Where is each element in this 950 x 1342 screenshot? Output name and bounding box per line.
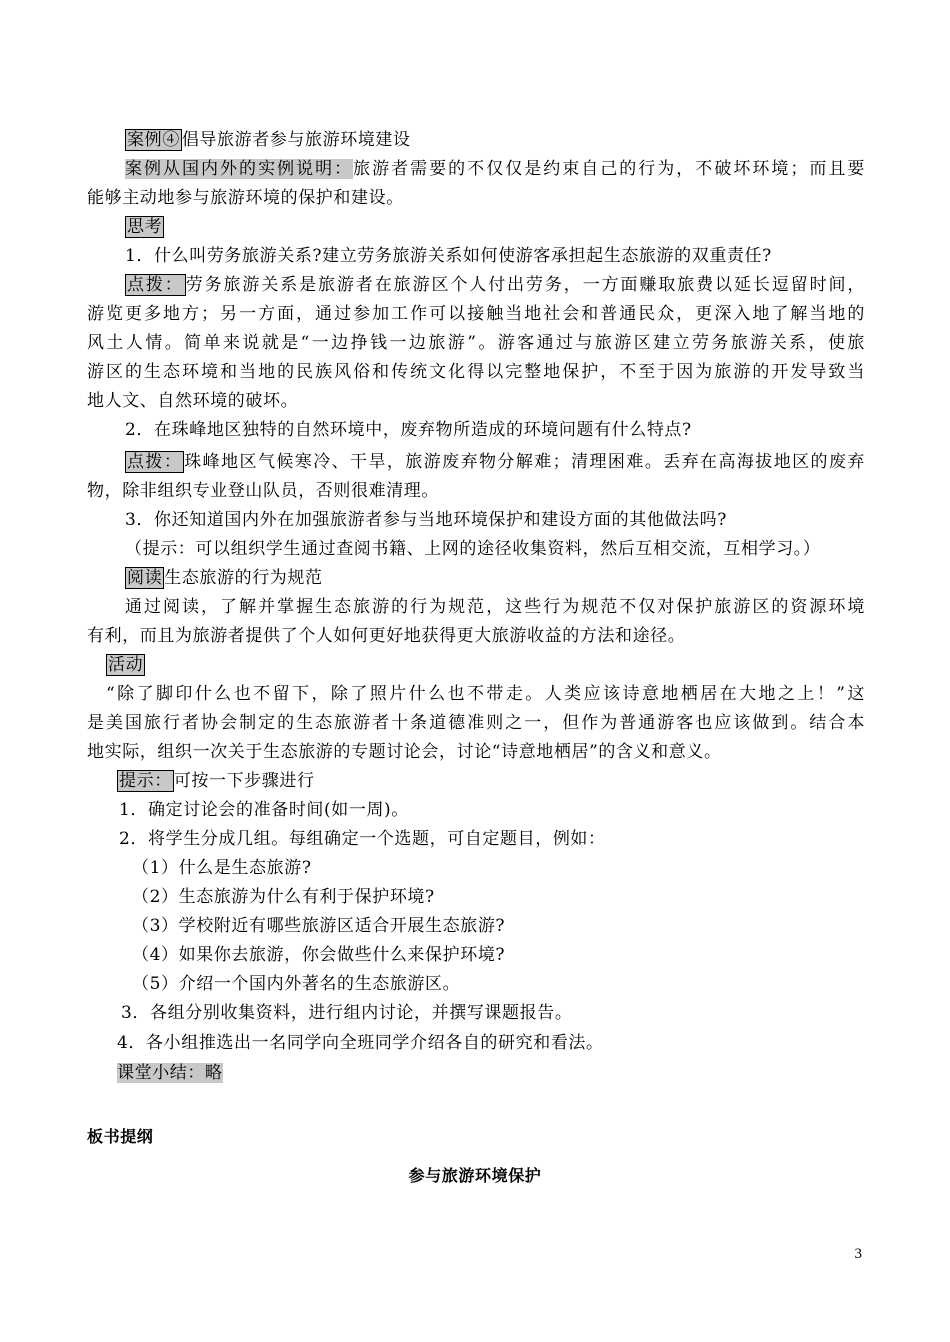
answer-1-line-3: 风土人情。简单来说就是“一边挣钱一边旅游”。游客通过与旅游区建立劳务旅游关系，使旅: [87, 333, 865, 353]
step-subitem: （1）什么是生态旅游?: [132, 858, 312, 878]
activity-body-3: 地实际，组织一次关于生态旅游的专题讨论会，讨论“诗意地栖居”的含义和意义。: [87, 742, 722, 762]
answer-1-text-1: 劳务旅游关系是旅游者在旅游区个人付出劳务，一方面赚取旅费以延长逗留时间，: [185, 275, 865, 295]
question-2: 2．在珠峰地区独特的自然环境中，废弃物所造成的环境问题有什么特点?: [125, 420, 692, 440]
answer-2-text-1: 珠峰地区气候寒冷、干旱，旅游废弃物分解难；清理困难。丢弃在高海拔地区的废弃: [184, 452, 865, 472]
reading-line: [125, 565, 323, 591]
step-subitem: （3）学校附近有哪些旅游区适合开展生态旅游?: [132, 916, 506, 936]
reading-body-2: 有利，而且为旅游者提供了个人如何更好地获得更大旅游收益的方法和途径。: [87, 626, 686, 646]
step-subitem: （5）介绍一个国内外著名的生态旅游区。: [132, 974, 461, 994]
answer-1-line-5: 地人文、自然环境的破坏。: [87, 391, 299, 411]
think-line: [125, 214, 164, 240]
board-outline-title: 参与旅游环境保护: [408, 1166, 542, 1185]
case-note-label: 案例从国内外的实例说明：: [125, 159, 354, 179]
step-item: 1．确定讨论会的准备时间(如一周)。: [119, 800, 409, 820]
question-3-hint: （提示：可以组织学生通过查阅书籍、上网的途径收集资料，然后互相交流，互相学习。）: [125, 539, 821, 559]
answer-2-line-2: 物，除非组织专业登山队员，否则很难清理。: [87, 481, 439, 501]
tip-text: 可按一下步骤进行: [173, 771, 315, 791]
case-note-text: 旅游者需要的不仅仅是约束自己的行为，不破坏环境；而且要: [353, 159, 865, 179]
activity-body-1: “除了脚印什么也不留下，除了照片什么也不带走。人类应该诗意地栖居在大地之上！”这: [106, 684, 865, 704]
class-summary-line: [117, 1060, 223, 1086]
page-number: 3: [854, 1246, 862, 1262]
think-label: 思考: [127, 217, 163, 237]
step-subitem: （2）生态旅游为什么有利于保护环境?: [132, 887, 435, 907]
answer-2-line-1: [125, 449, 865, 475]
tip-line: [117, 768, 315, 794]
step-subitem: （4）如果你去旅游，你会做些什么来保护环境?: [132, 945, 506, 965]
case4-label: 案例④: [127, 130, 180, 150]
step-item: 4．各小组推选出一名同学向全班同学介绍各自的研究和看法。: [117, 1033, 604, 1053]
case-note-line: [125, 156, 865, 182]
tip-label: 提示：: [119, 771, 172, 791]
answer-1-line-1: [125, 272, 865, 298]
activity-label: 活动: [108, 655, 144, 675]
case-note-continuation: 能够主动地参与旅游环境的保护和建设。: [87, 188, 404, 208]
answer-1-line-4: 游区的生态环境和当地的民族风俗和传统文化得以完整地保护，不至于因为旅游的开发导致当: [87, 362, 865, 382]
activity-line: [106, 652, 145, 678]
answer-2-label: 点拨：: [127, 452, 183, 472]
activity-body-2: 是美国旅行者协会制定的生态旅游者十条道德准则之一，但作为普通游客也应该做到。结合本: [87, 713, 865, 733]
question-3: 3．你还知道国内外在加强旅游者参与当地环境保护和建设方面的其他做法吗?: [125, 510, 727, 530]
step-item: 3．各组分别收集资料，进行组内讨论，并撰写课题报告。: [121, 1003, 573, 1023]
case4-title: 倡导旅游者参与旅游环境建设: [181, 130, 411, 150]
reading-label: 阅读: [127, 568, 163, 588]
board-outline-heading: 板书提纲: [87, 1127, 154, 1146]
step-item: 2．将学生分成几组。每组确定一个选题，可自定题目，例如：: [119, 829, 606, 849]
class-summary: 课堂小结：略: [117, 1063, 223, 1083]
case4-line: [125, 127, 411, 153]
reading-body-1: 通过阅读，了解并掌握生态旅游的行为规范，这些行为规范不仅对保护旅游区的资源环境: [125, 597, 865, 617]
answer-1-line-2: 游览更多地方；另一方面，通过参加工作可以接触当地社会和普通民众，更深入地了解当地的: [87, 304, 865, 324]
answer-1-label: 点拨：: [127, 275, 184, 295]
question-1: 1．什么叫劳务旅游关系?建立劳务旅游关系如何使游客承担起生态旅游的双重责任?: [125, 246, 772, 266]
reading-title: 生态旅游的行为规范: [164, 568, 323, 588]
